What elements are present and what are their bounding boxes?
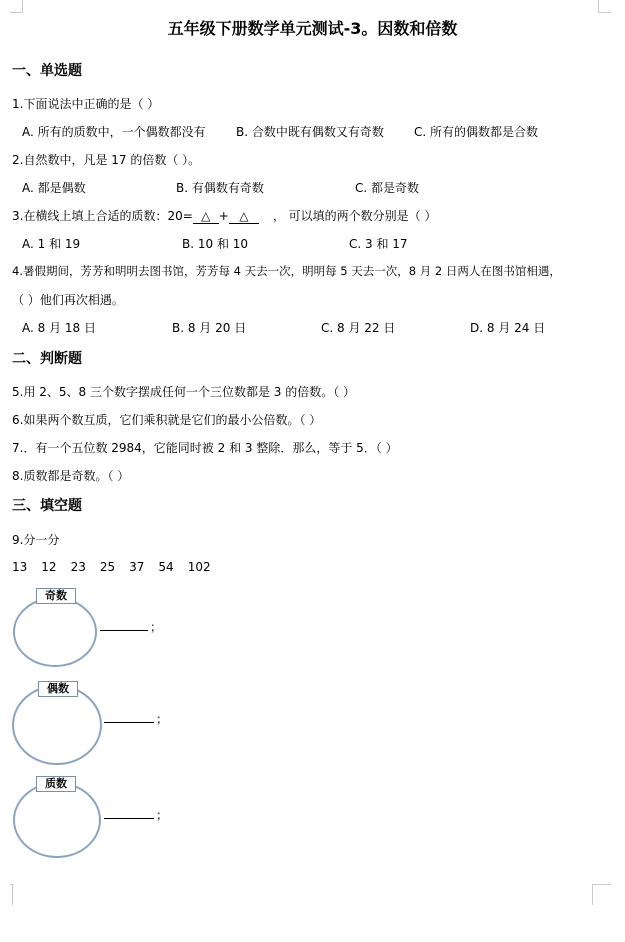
question-6-stem: 6.如果两个数互质，它们乘积就是它们的最小公倍数。（ ）: [12, 413, 322, 427]
question-1-option-a[interactable]: A. 所有的质数中，一个偶数都没有: [22, 125, 206, 139]
page-corner-mark: [592, 884, 611, 905]
question-9-number-list: [12, 560, 225, 574]
question-7-stem: 7.．有一个五位数 2984，它能同时被 2 和 3 整除．那么，等于 5．（ ）: [12, 441, 398, 455]
number-item: 23: [70, 560, 86, 574]
page-corner-mark: [10, 0, 23, 13]
page-title: 五年级下册数学单元测试-3。因数和倍数: [167, 19, 458, 38]
number-item: 13: [12, 560, 28, 574]
semicolon: ；: [156, 808, 169, 822]
group-odd-numbers: [12, 588, 162, 670]
semicolon: ；: [156, 712, 169, 726]
question-3-stem-prefix: 3.在横线上填上合适的质数：20=: [12, 209, 193, 223]
question-4-stem-line-2: （ ）他们再次相遇。: [12, 293, 124, 307]
section-heading-single-choice: 一、单选题: [12, 63, 82, 79]
number-item: 37: [129, 560, 145, 574]
question-3-option-c[interactable]: C. 3 和 17: [349, 237, 408, 251]
answer-blank-odd[interactable]: [100, 618, 148, 631]
question-9-stem: 9.分一分: [12, 533, 60, 547]
question-3-blank-2[interactable]: △: [229, 209, 259, 224]
page-corner-mark: [10, 884, 13, 905]
question-2-option-c[interactable]: C. 都是奇数: [355, 181, 420, 195]
section-heading-fill-in: 三、填空题: [12, 498, 82, 514]
group-label-odd: 奇数: [36, 588, 76, 604]
question-3-blank-1[interactable]: △: [193, 209, 219, 224]
question-3-option-a[interactable]: A. 1 和 19: [22, 237, 81, 251]
question-4-option-c[interactable]: C. 8 月 22 日: [321, 321, 396, 335]
answer-blank-prime[interactable]: [104, 806, 154, 819]
question-1-option-c[interactable]: C. 所有的偶数都是合数: [414, 125, 539, 139]
question-1-option-b[interactable]: B. 合数中既有偶数又有奇数: [236, 125, 384, 139]
question-4-stem-line-1: 4.暑假期间，芳芳和明明去图书馆，芳芳每 4 天去一次，明明每 5 天去一次，8 月 2 日两人在图书馆相遇，: [12, 264, 561, 278]
answer-blank-even[interactable]: [104, 710, 154, 723]
question-2-option-a[interactable]: A. 都是偶数: [22, 181, 86, 195]
question-2-stem: 2.自然数中，凡是 17 的倍数（ ）。: [12, 153, 201, 167]
question-3-stem: [12, 207, 436, 224]
question-4-option-d[interactable]: D. 8 月 24 日: [470, 321, 546, 335]
number-item: 25: [99, 560, 116, 574]
group-prime-numbers: [12, 774, 172, 860]
number-item: 12: [41, 560, 57, 574]
question-2-option-b[interactable]: B. 有偶数有奇数: [176, 181, 264, 195]
number-item: 54: [158, 560, 174, 574]
group-even-numbers: [12, 680, 172, 766]
question-3-stem-suffix: ， 可以填的两个数分别是（ ）: [272, 209, 437, 223]
question-4-option-a[interactable]: A. 8 月 18 日: [22, 321, 96, 335]
group-label-prime: 质数: [36, 776, 76, 792]
group-label-even: 偶数: [38, 681, 78, 697]
question-8-stem: 8.质数都是奇数。（ ）: [12, 469, 130, 483]
question-1-stem: 1.下面说法中正确的是（ ）: [12, 97, 160, 111]
semicolon: ；: [150, 620, 163, 634]
question-3-plus: +: [218, 209, 229, 223]
question-4-option-b[interactable]: B. 8 月 20 日: [172, 321, 247, 335]
number-item: 102: [187, 560, 211, 574]
question-3-option-b[interactable]: B. 10 和 10: [182, 237, 249, 251]
section-heading-true-false: 二、判断题: [12, 351, 82, 367]
question-5-stem: 5.用 2、5、8 三个数字摆成任何一个三位数都是 3 的倍数。（ ）: [12, 385, 356, 399]
page-corner-mark: [598, 0, 611, 13]
